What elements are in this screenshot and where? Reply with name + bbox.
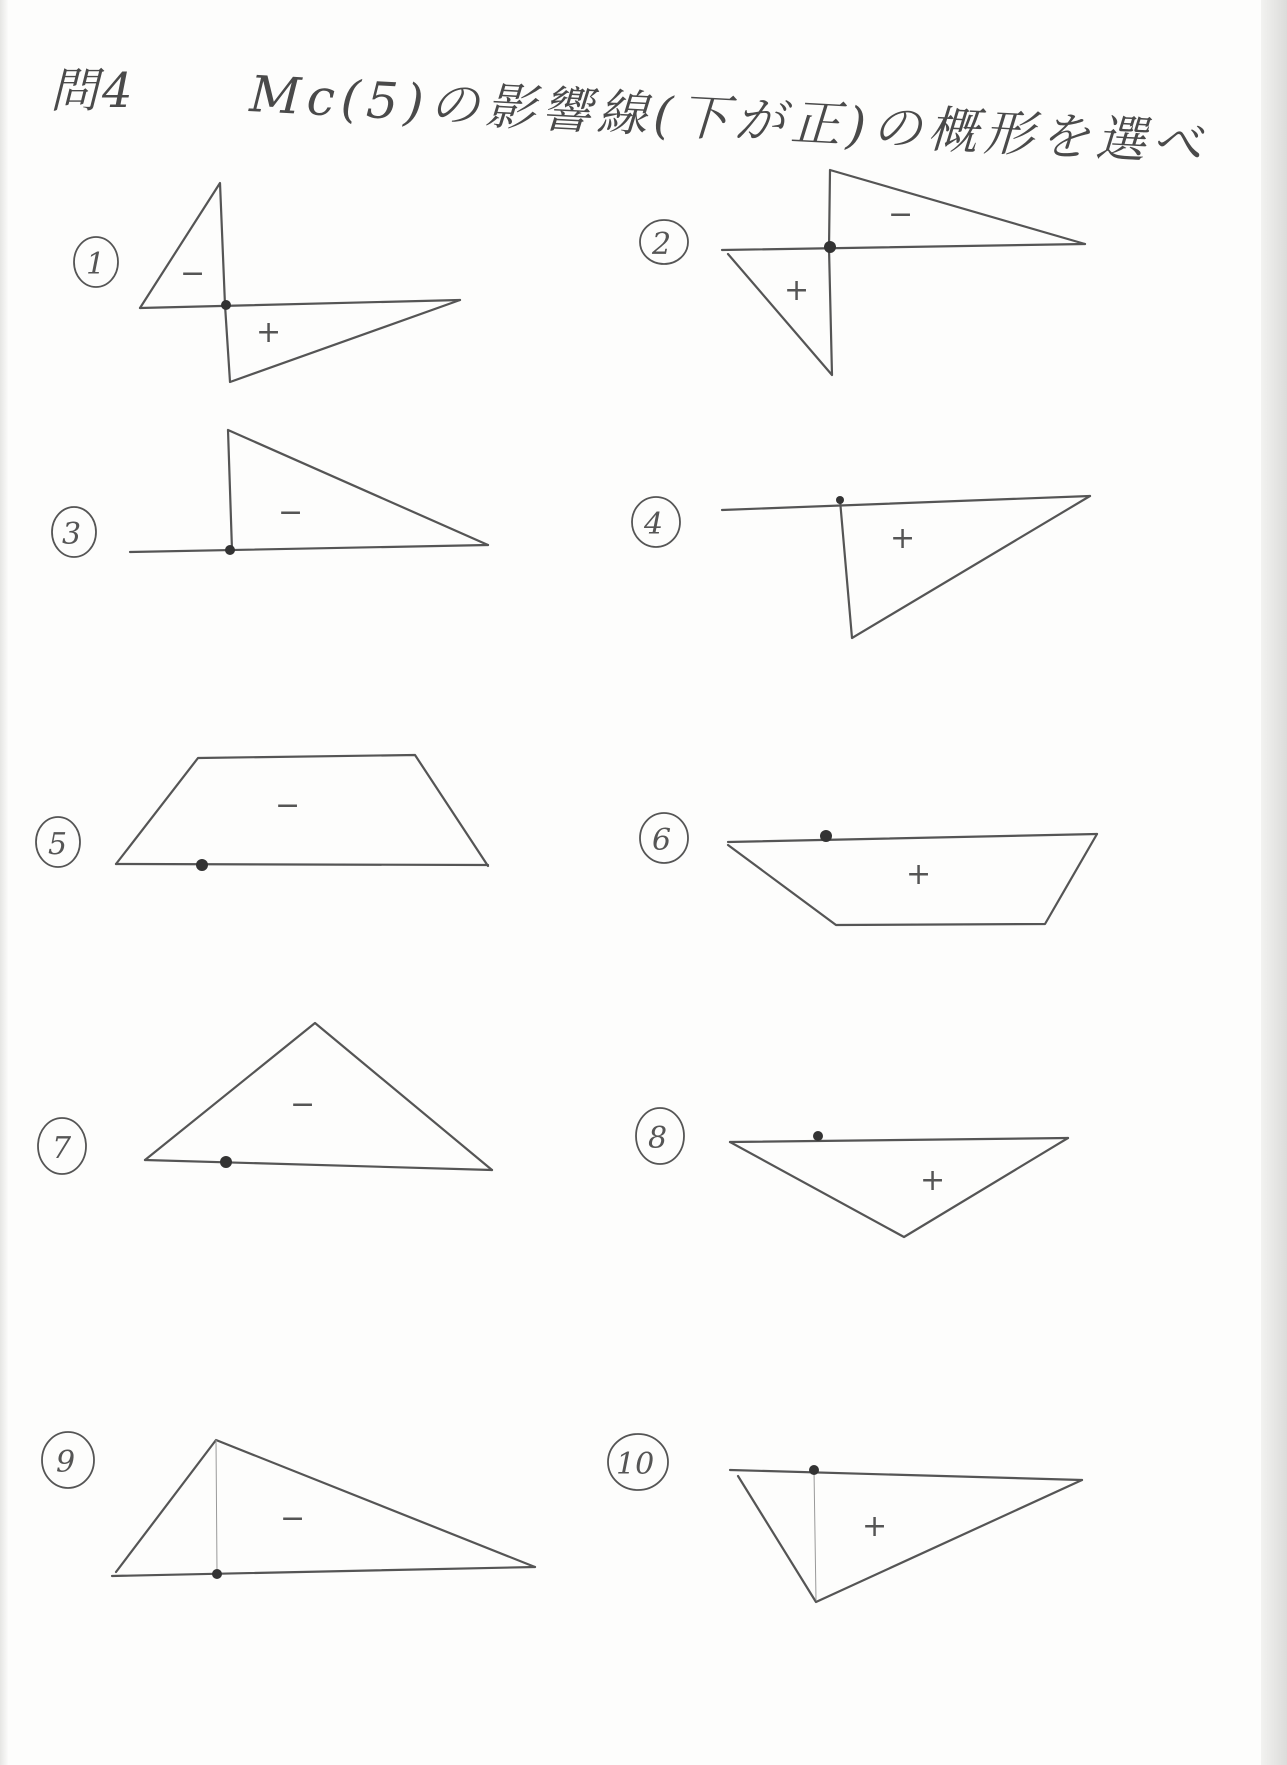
option-6-number: 6 <box>652 823 672 858</box>
option-2-sign-negative: − <box>888 197 914 232</box>
option-3-point-c <box>225 545 235 555</box>
option-3-number: 3 <box>62 517 82 552</box>
option-4-point-c <box>836 496 844 504</box>
option-10-point-c <box>809 1465 819 1475</box>
option-7-sign-negative: − <box>290 1087 316 1122</box>
option-7-point-c <box>220 1156 232 1168</box>
option-2-positive-region <box>728 248 832 375</box>
option-8[interactable] <box>636 1108 1068 1237</box>
option-10-sign-positive: + <box>862 1509 888 1544</box>
option-2-baseline <box>722 244 1085 250</box>
option-9-sign-negative: − <box>280 1501 306 1536</box>
option-6[interactable] <box>640 813 1097 925</box>
option-6-sign-positive: + <box>906 857 932 892</box>
option-10-positive-region <box>738 1476 1082 1602</box>
option-2-point-c <box>824 241 836 253</box>
option-9-number: 9 <box>56 1445 76 1480</box>
option-9-baseline <box>112 1567 535 1576</box>
option-5-sign-negative: − <box>275 788 301 823</box>
option-2-number: 2 <box>652 227 672 262</box>
option-8-number: 8 <box>648 1121 668 1156</box>
option-1-sign-positive: + <box>256 315 282 350</box>
option-5-negative-region <box>116 755 488 866</box>
option-10[interactable] <box>608 1434 1082 1602</box>
option-5-baseline <box>116 864 488 865</box>
option-9-negative-region <box>116 1440 535 1572</box>
option-10-number: 10 <box>616 1447 655 1482</box>
option-2-sign-positive: + <box>784 273 810 308</box>
option-9[interactable] <box>42 1432 535 1579</box>
option-2[interactable] <box>640 170 1085 375</box>
option-4[interactable] <box>632 496 1090 638</box>
option-7[interactable] <box>38 1023 492 1174</box>
option-7-baseline <box>145 1160 492 1170</box>
option-3[interactable] <box>52 430 488 557</box>
option-6-point-c <box>820 830 832 842</box>
option-4-sign-positive: + <box>890 521 916 556</box>
option-7-number: 7 <box>52 1131 72 1166</box>
option-1-baseline <box>140 300 460 308</box>
option-4-number: 4 <box>644 507 664 542</box>
question-number: 問4 <box>50 63 137 119</box>
option-4-baseline <box>722 496 1090 510</box>
option-8-sign-positive: + <box>920 1163 946 1198</box>
question-text: Mc(5)の影響線(下が正)の概形を選べ <box>248 65 1210 174</box>
option-1[interactable] <box>74 183 460 382</box>
option-10-baseline <box>730 1470 1082 1480</box>
option-9-divider <box>216 1440 217 1572</box>
option-3-sign-negative: − <box>278 495 304 530</box>
option-4-positive-region <box>840 496 1090 638</box>
option-1-sign-negative: − <box>180 256 206 291</box>
option-9-point-c <box>212 1569 222 1579</box>
option-5-point-c <box>196 859 208 871</box>
option-5-number: 5 <box>48 827 68 862</box>
option-8-point-c <box>813 1131 823 1141</box>
option-3-baseline <box>130 545 488 552</box>
option-7-negative-region <box>145 1023 492 1170</box>
option-8-baseline <box>730 1138 1068 1142</box>
option-6-baseline <box>728 834 1097 842</box>
option-10-divider <box>814 1470 816 1600</box>
option-5[interactable] <box>36 755 488 871</box>
option-2-negative-region <box>829 170 1085 248</box>
option-1-point-c <box>221 300 231 310</box>
option-8-positive-region <box>730 1138 1068 1237</box>
option-3-negative-region <box>228 430 488 550</box>
option-1-number: 1 <box>86 247 106 282</box>
